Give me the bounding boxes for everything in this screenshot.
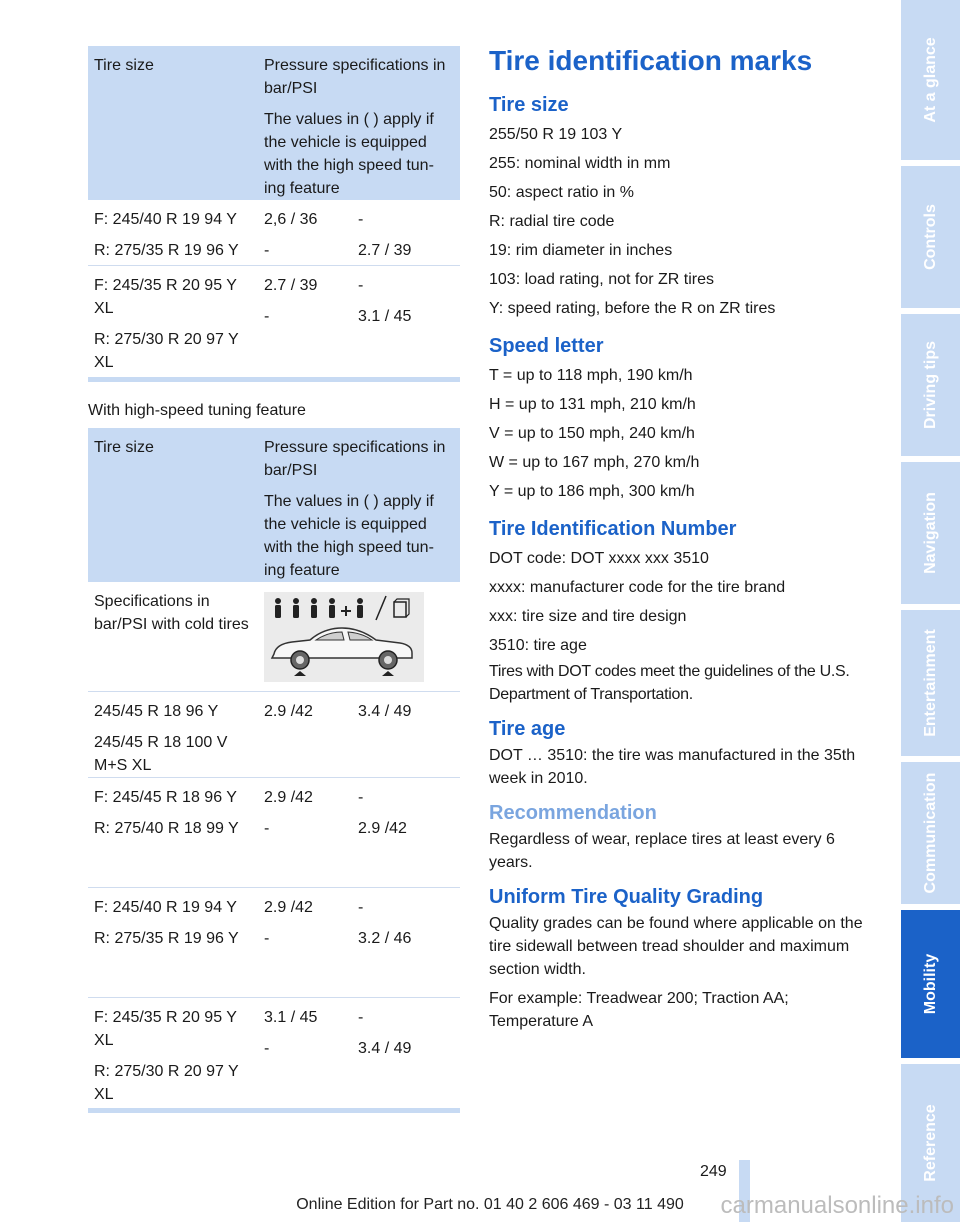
tab-label: Navigation [921, 492, 939, 574]
speed-letter-line: V = up to 150 mph, 240 km/h [489, 425, 695, 442]
tire-size-line: 103: load rating, not for ZR tires [489, 271, 714, 288]
load-diagram [264, 592, 424, 682]
tire-size-line: R: radial tire code [489, 213, 615, 230]
tab-label: Mobility [921, 953, 939, 1015]
pressure-value: 2.9 /42 [264, 789, 313, 806]
pressure-value: 2.7 / 39 [264, 277, 318, 294]
watermark: carmanualsonline.info [720, 1192, 954, 1219]
tire-size-rear: R: 275/35 R 19 96 Y [94, 930, 239, 947]
speed-letter-line: Y = up to 186 mph, 300 km/h [489, 483, 695, 500]
tire-size-rear: R: 275/40 R 18 99 Y [94, 820, 239, 837]
pressure-value: - [358, 789, 364, 806]
heading-recommendation: Recommendation [489, 802, 657, 824]
tire-size-line: 19: rim diameter in inches [489, 242, 673, 259]
tin-line: 3510: tire age [489, 637, 587, 654]
utqg-example: For example: Treadwear 200; Traction AA; Temperature A [489, 990, 789, 1030]
tire-size-rear: R: 275/30 R 20 97 Y XL [94, 331, 239, 371]
tire-size-front: F: 245/45 R 18 96 Y [94, 789, 237, 806]
header-pressure-title: Pressure specifications in bar/PSI [264, 57, 446, 97]
tab-label: At a glance [921, 37, 939, 123]
header-tire-size: Tire size [94, 57, 154, 74]
pressure-value: - [264, 820, 270, 837]
pressure-value: 3.4 / 49 [358, 703, 412, 720]
tire-size-rear: 245/45 R 18 100 V M+S XL [94, 734, 228, 774]
pressure-value: - [264, 1040, 270, 1057]
tab-entertainment[interactable] [901, 610, 960, 756]
tire-size-front: F: 245/40 R 19 94 Y [94, 899, 237, 916]
tire-size-front: 245/45 R 18 96 Y [94, 703, 219, 720]
heading-tire-age: Tire age [489, 718, 566, 740]
tab-label: Communication [921, 772, 939, 894]
pressure-value: 3.1 / 45 [264, 1009, 318, 1026]
tire-size-line: 50: aspect ratio in % [489, 184, 634, 201]
tab-at-a-glance[interactable] [901, 0, 960, 160]
pressure-value: - [358, 277, 364, 294]
heading-tin: Tire Identification Number [489, 518, 737, 540]
speed-letter-line: T = up to 118 mph, 190 km/h [489, 367, 693, 384]
heading-utqg: Uniform Tire Quality Grading [489, 886, 764, 908]
header-pressure-title: Pressure specifications in bar/PSI [264, 439, 446, 479]
pressure-value: 3.4 / 49 [358, 1040, 412, 1057]
heading-tire-size: Tire size [489, 94, 569, 116]
table-end-bar [88, 1108, 460, 1113]
header-pressure [258, 46, 460, 200]
tire-identification-section [489, 42, 874, 1039]
footer-text: Online Edition for Part no. 01 40 2 606 469 - 03 11 490 [296, 1196, 684, 1213]
spec-label: Specifications in bar/PSI with cold tires [94, 593, 249, 633]
tin-paragraph: Tires with DOT codes meet the guidelines of the U.S. Department of Transportation. [489, 663, 850, 703]
header-pressure-note: The values in ( ) apply if the vehicle is equipped with the high speed tun-ing feature [264, 493, 434, 579]
tab-label: Reference [921, 1104, 939, 1182]
table-row [88, 998, 460, 1108]
pressure-value: - [264, 242, 270, 259]
tire-size-rear: R: 275/30 R 20 97 Y XL [94, 1063, 239, 1103]
tab-label: Entertainment [921, 629, 939, 737]
tin-line: xxxx: manufacturer code for the tire brand [489, 579, 786, 596]
tab-mobility[interactable] [901, 910, 960, 1058]
page-number: 249 [700, 1163, 727, 1180]
table-row [88, 888, 460, 998]
table-row [88, 200, 460, 266]
table-caption: With high-speed tuning feature [88, 402, 306, 419]
chapter-tabs [901, 0, 960, 1222]
heading-speed-letter: Speed letter [489, 335, 604, 357]
pressure-value: - [358, 899, 364, 916]
tire-size-front: F: 245/40 R 19 94 Y [94, 211, 237, 228]
table-end-bar [88, 377, 460, 382]
load-diagram-icon [264, 592, 424, 682]
header-pressure [258, 428, 460, 582]
table-row [88, 778, 460, 888]
tire-size-line: Y: speed rating, before the R on ZR tires [489, 300, 776, 317]
recommendation-paragraph: Regardless of wear, replace tires at least every 6 years. [489, 831, 835, 871]
utqg-paragraph: Quality grades can be found where applicable on the tire sidewall between tread shoulder and maximum section width. [489, 915, 863, 978]
pressure-value: 3.2 / 46 [358, 930, 412, 947]
tin-line: DOT code: DOT xxxx xxx 3510 [489, 550, 709, 567]
pressure-value: 3.1 / 45 [358, 308, 412, 325]
header-tire-size: Tire size [94, 439, 154, 456]
pressure-value: 2.9 /42 [358, 820, 407, 837]
tab-label: Controls [921, 204, 939, 270]
table-row-spec [88, 582, 460, 692]
pressure-value: 2.9 /42 [264, 899, 313, 916]
header-pressure-note: The values in ( ) apply if the vehicle is equipped with the high speed tun-ing feature [264, 111, 434, 197]
pressure-value: 2,6 / 36 [264, 211, 318, 228]
tab-label: Driving tips [921, 340, 939, 430]
tire-age-paragraph: DOT … 3510: the tire was manufactured in the 35th week in 2010. [489, 747, 856, 787]
tire-size-front: F: 245/35 R 20 95 Y XL [94, 1009, 237, 1049]
tire-size-rear: R: 275/35 R 19 96 Y [94, 242, 239, 259]
tab-controls[interactable] [901, 166, 960, 308]
tire-size-line: 255/50 R 19 103 Y [489, 126, 623, 143]
pressure-value: - [358, 1009, 364, 1026]
table-row [88, 266, 460, 377]
tab-communication[interactable] [901, 762, 960, 904]
table-row [88, 692, 460, 778]
tire-size-line: 255: nominal width in mm [489, 155, 671, 172]
pressure-value: - [358, 211, 364, 228]
pressure-value: - [264, 308, 270, 325]
pressure-value: 2.9 /42 [264, 703, 313, 720]
section-title: Tire identification marks [489, 45, 813, 76]
table-header [88, 428, 460, 582]
tab-navigation[interactable] [901, 462, 960, 604]
tin-line: xxx: tire size and tire design [489, 608, 687, 625]
speed-letter-line: W = up to 167 mph, 270 km/h [489, 454, 700, 471]
tab-driving-tips[interactable] [901, 314, 960, 456]
pressure-value: 2.7 / 39 [358, 242, 412, 259]
table-header [88, 46, 460, 200]
tire-size-front: F: 245/35 R 20 95 Y XL [94, 277, 237, 317]
pressure-table-standard [88, 46, 460, 382]
speed-letter-line: H = up to 131 mph, 210 km/h [489, 396, 696, 413]
pressure-table-high-speed [88, 428, 460, 1113]
pressure-value: - [264, 930, 270, 947]
